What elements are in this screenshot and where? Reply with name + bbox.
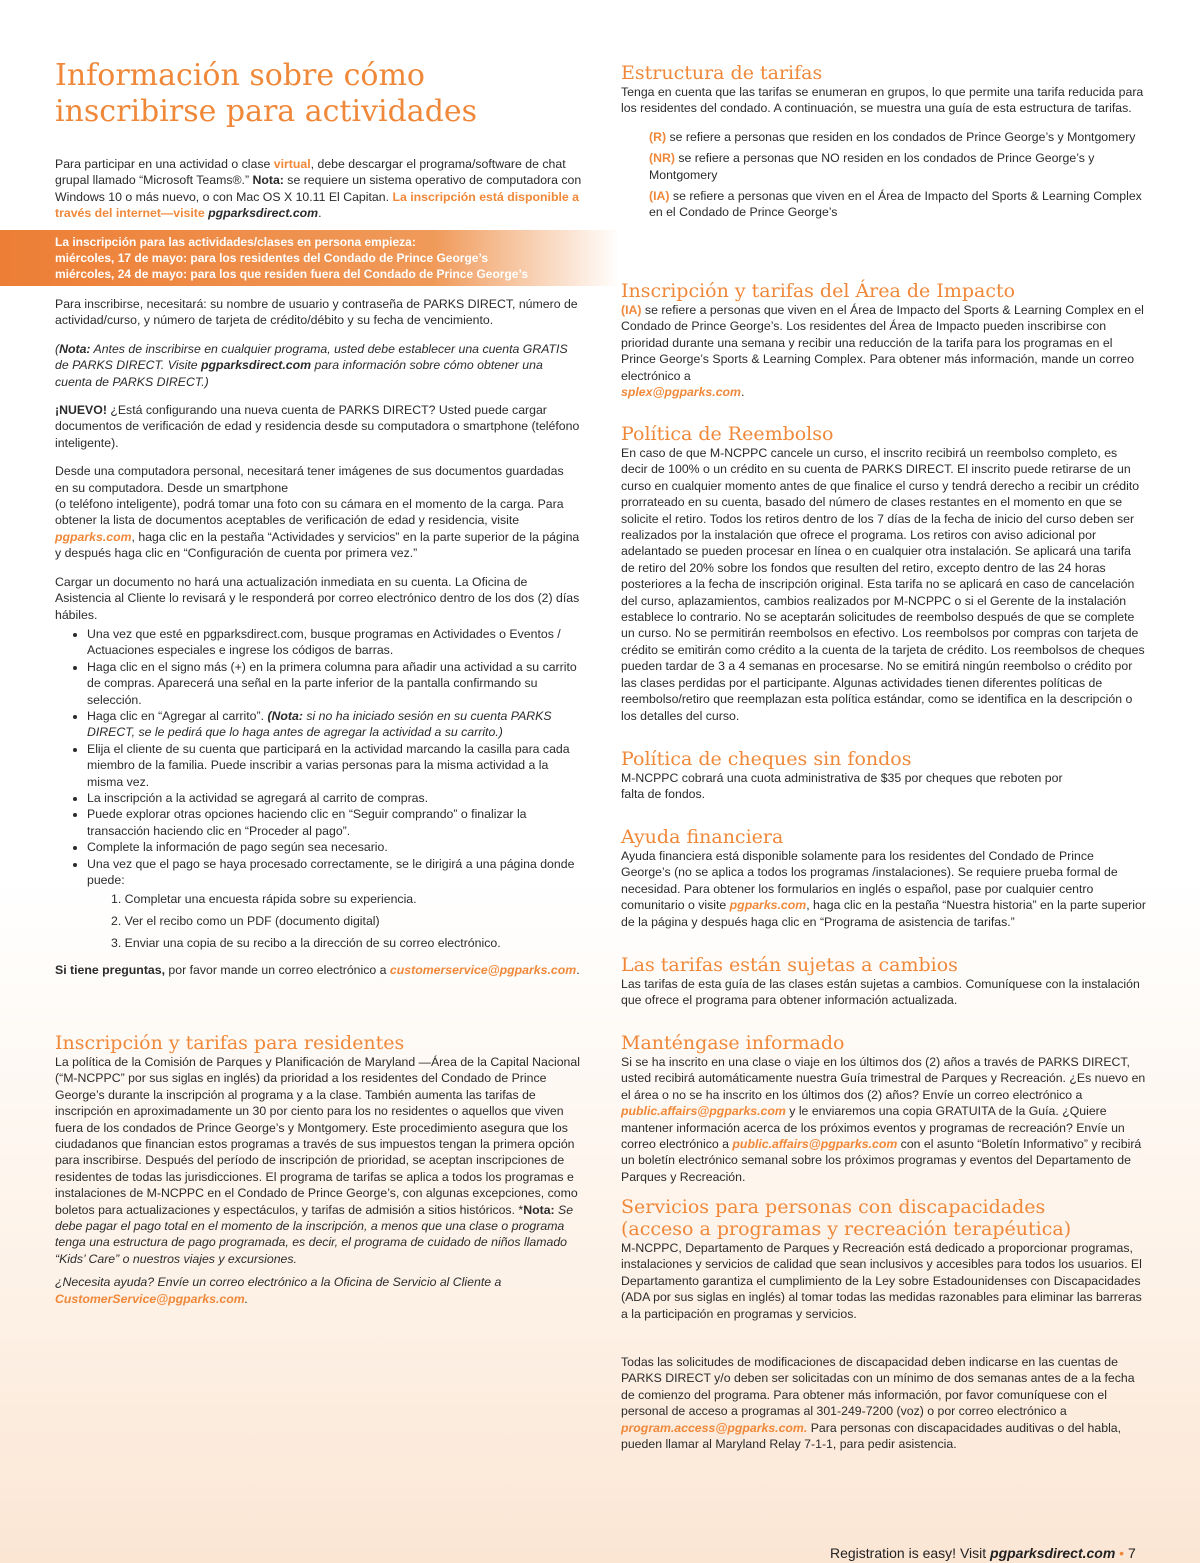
- changes-paragraph: Las tarifas de esta guía de las clases están sujetas a cambios. Comuníquese con la instalación que ofrece el programa para obtener información actualizada.: [621, 977, 1140, 1008]
- fees-heading: Estructura de tarifas: [621, 62, 823, 84]
- left-body: [55, 296, 580, 979]
- list-item: (R) se refiere a personas que residen en los condados de Prince George’s y Montgomery: [649, 129, 1136, 144]
- disabilities-requests-paragraph: Todas las solicitudes de modificaciones de discapacidad deben indicarse en las cuentas de PARKS DIRECT y/o deben ser solicitadas con un mínimo de dos semanas antes de a la fecha de comienzo del programa. Para obtener más información, por favor comuníquese con el personal de acceso a programas al 301-249-7200 (voz) o por correo electrónico a program.access@pgparks.com. Para personas con discapacidades auditivas o del habla, pueden llamar al Maryland Relay 7-1-1, para pedir asistencia.: [621, 1355, 1135, 1452]
- checks-paragraph: M-NCPPC cobrará una cuota administrativa de $35 por cheques que reboten por falta de fondos.: [621, 771, 1063, 802]
- disabilities-heading: Servicios para personas con discapacidades (acceso a programas y recreación terapéutica): [621, 1196, 1072, 1240]
- page-footer: Registration is easy! Visit pgparksdirect.com • 7: [830, 1545, 1136, 1561]
- checks-section: [621, 748, 1146, 803]
- customerservice-email-link[interactable]: customerservice@pgparks.com: [389, 963, 577, 978]
- list-item: 2. Ver el recibo como un PDF (documento digital): [111, 914, 380, 929]
- intro-paragraph: Para participar en una actividad o clase virtual, debe descargar el programa/software de chat grupal llamado “Microsoft Teams®.” Nota: se requiere un sistema operativo de computadora con Windows 10 o más nuevo, o con Mac OS X 10.11 El Capitan. La inscripción está disponible a través del internet—visite pgparksdirect.com.: [55, 157, 582, 221]
- refund-paragraph: En caso de que M-NCPPC cancele un curso, el inscrito recibirá un reembolso completo, es decir de 100% o un crédito en su cuenta de PARKS DIRECT. El inscrito puede retirarse de un curso en cualquier momento antes de que finalice el curso y tendrá derecho a recibir un crédito prorrateado en su cuenta, basado del número de clases restantes en el momento en que se solicite el retiro. Todos los retiros dentro de los 7 días de la fecha de inicio del curso deben ser realizados por la instalación que ofrece el programa. Los retiros con aviso adicional por adelantado se pueden procesar en línea o en cualquier otra instalación. Se aplicará una tarifa de retiro del 20% sobre los fondos que resulten del retiro, excepto dentro de las 24 horas posteriores a la fecha de inscripción original. Esta tarifa no se aplicará en caso de cancelación del curso, aplazamientos, cambios realizados por M-NCPPC o si el Gerente de la instalación establece lo contrario. No se aceptarán solicitudes de reembolso después de que se complete un curso. No se permitirán reembolsos en efectivo. Los reembolsos por compras con tarjeta de crédito se emitirán como crédito a la cuenta de la tarjeta de crédito. Los reembolsos de cheques pueden tardar de 3 a 4 semanas en procesarse. No se emitirá ningún reembolso o crédito por las clases perdidas por el participante. Algunas actividades tienen diferentes políticas de reembolso/retiro que reemplazan esta política estándar, como se identifica en la descripción o los detalles del curso.: [621, 446, 1145, 723]
- informed-paragraph: Si se ha inscrito en una clase o viaje en los últimos dos (2) años a través de PARKS DIRECT, usted recibirá automáticamente nuestra Guía trimestral de Parques y Recreación. ¿Es nuevo en el área o no se ha inscrito en los últimos dos (2) años? Envíe un correo electrónico a public.affairs@pgparks.com y le enviaremos una copia GRATUITA de la Guía. ¿Quiere mantener información acerca de los próximos eventos y programas de recreación? Envíe un correo electrónico a public.affairs@pgparks.com con el asunto “Boletín Informativo” y recibirá un boletín electrónico semanal sobre los próximos programas y eventos del Departamento de Parques y Recreación.: [621, 1055, 1146, 1184]
- pgparksdirect-link[interactable]: pgparksdirect.com: [990, 1545, 1116, 1561]
- list-item: (IA) se refiere a personas que viven en el Área de Impacto del Sports & Learning Complex en el Condado de Prince George’s: [649, 189, 1142, 220]
- upload-paragraph: Cargar un documento no hará una actualización inmediata en su cuenta. La Oficina de Asistencia al Cliente lo revisará y le responderá por correo electrónico dentro de los dos (2) días hábiles.: [55, 574, 580, 622]
- list-item: • Puede explorar otras opciones haciendo clic en “Seguir comprando” o finalizar la transacción haciendo clic en “Proceder al pago”.: [87, 806, 580, 839]
- pgparks-link[interactable]: pgparks.com: [729, 898, 807, 913]
- virtual-highlight: virtual: [273, 157, 311, 171]
- customerservice-email-link[interactable]: CustomerService@pgparks.com: [55, 1291, 245, 1306]
- list-item: • Una vez que esté en pgparksdirect.com, busque programas en Actividades o Eventos / Actuaciones especiales e ingrese los códigos de barras.: [87, 626, 580, 659]
- list-item: (NR) se refiere a personas que NO residen en los condados de Prince George’s y Montgomery: [649, 151, 1095, 182]
- checks-heading: Política de cheques sin fondos: [621, 748, 912, 770]
- refund-section: [621, 423, 1146, 724]
- fees-paragraph: Tenga en cuenta que las tarifas se enumeran en grupos, lo que permite una tarifa reducida para los residentes del condado. A continuación, se muestra una guía de esta estructura de tarifas.: [621, 85, 1144, 116]
- aid-heading: Ayuda financiera: [621, 826, 784, 848]
- list-item: 3. Enviar una copia de su recibo a la dirección de su correo electrónico.: [111, 936, 501, 951]
- help-paragraph: ¿Necesita ayuda? Envíe un correo electrónico a la Oficina de Servicio al Cliente a CustomerService@pgparks.com.: [55, 1275, 502, 1306]
- impact-section: [621, 280, 1146, 400]
- list-item: • Una vez que el pago se haya procesado correctamente, se le dirigirá a una página donde puede:: [87, 856, 580, 889]
- program-access-email-link[interactable]: program.access@pgparks.com.: [621, 1420, 808, 1435]
- registration-dates-banner: La inscripción para las actividades/clases en persona empieza: miércoles, 17 de mayo: para los residentes del Condado de Prince George’s miércoles, 24 de mayo: para los que residen fuera del Condado de Prince George’s: [0, 230, 620, 286]
- aid-section: [621, 826, 1146, 930]
- informed-heading: Manténgase informado: [621, 1032, 845, 1054]
- questions-paragraph: Si tiene preguntas, por favor mande un correo electrónico a customerservice@pgparks.com.: [55, 963, 580, 978]
- page-title: Información sobre cómo inscribirse para actividades: [55, 58, 478, 129]
- disabilities-section: [621, 1196, 1146, 1452]
- list-item: • Complete la información de pago según sea necesario.: [87, 839, 580, 855]
- impact-heading: Inscripción y tarifas del Área de Impacto: [621, 280, 1016, 302]
- aid-paragraph: Ayuda financiera está disponible solamente para los residentes del Condado de Prince George’s (no se aplica a todos los programas /instalaciones). Se requiere prueba formal de necesidad. Para obtener los formularios en inglés o español, pase por cualquier centro comunitario o visite pgparks.com, haga clic en la pestaña “Nuestra historia” en la parte superior de la página y después haga clic en “Programa de asistencia de tarifas.”: [621, 849, 1146, 929]
- list-item: • Elija el cliente de su cuenta que participará en la actividad marcando la casilla para cada miembro de la familia. Puede inscribir a varias personas para la misma actividad a la misma vez.: [87, 741, 580, 790]
- splex-email-link[interactable]: splex@pgparks.com: [621, 385, 741, 400]
- informed-section: [621, 1032, 1146, 1185]
- fees-section: [621, 62, 1146, 221]
- public-affairs-email-link[interactable]: public.affairs@pgparks.com: [732, 1137, 898, 1152]
- disabilities-paragraph: M-NCPPC, Departamento de Parques y Recreación está dedicado a proporcionar programas, instalaciones y servicios de calidad que sean inclusivos y accesibles para todos los usuarios. El Departamento garantiza el cumplimiento de la Ley sobre Estadounidenses con Discapacidades (ADA por sus siglas en inglés) al tomar todas las medidas razonables para eliminar las barreras a la participación en programas y servicios.: [621, 1241, 1142, 1321]
- needs-paragraph: Para inscribirse, necesitará: su nombre de usuario y contraseña de PARKS DIRECT, número de actividad/curso, y número de tarjeta de crédito/débito y su fecha de vencimiento.: [55, 297, 578, 328]
- numbered-steps: [55, 888, 580, 954]
- steps-list: [55, 626, 580, 889]
- changes-section: [621, 954, 1146, 1009]
- changes-heading: Las tarifas están sujetas a cambios: [621, 954, 958, 976]
- public-affairs-email-link[interactable]: public.affairs@pgparks.com: [621, 1104, 786, 1119]
- account-note: (Nota: Antes de inscribirse en cualquier programa, usted debe establecer una cuenta GRATIS de PARKS DIRECT. Visite pgparksdirect.com para información sobre cómo obtener una cuenta de PARKS DIRECT.): [55, 341, 568, 389]
- residents-section: [55, 1032, 580, 1307]
- page-number: 7: [1127, 1545, 1136, 1561]
- list-item: • La inscripción a la actividad se agregará al carrito de compras.: [87, 790, 580, 806]
- desktop-paragraph: Desde una computadora personal, necesitará tener imágenes de sus documentos guardadas en su computadora. Desde un smartphone (o teléfono inteligente), podrá tomar una foto con su cámara en el momento de la carga. Para obtener la lista de documentos aceptables de verificación de edad y residencia, visite pgparks.com, haga clic en la pestaña “Actividades y servicios” en la parte superior de la página y después haga clic en “Configuración de cuenta por primera vez.”: [55, 464, 580, 561]
- pgparksdirect-link[interactable]: pgparksdirect.com: [208, 206, 319, 221]
- residents-heading: Inscripción y tarifas para residentes: [55, 1032, 405, 1054]
- refund-heading: Política de Reembolso: [621, 423, 834, 445]
- nuevo-paragraph: ¡NUEVO! ¿Está configurando una nueva cuenta de PARKS DIRECT? Usted puede cargar documentos de verificación de edad y residencia desde su computadora o smartphone (teléfono inteligente).: [55, 403, 580, 450]
- list-item: • Haga clic en el signo más (+) en la primera columna para añadir una actividad a su carrito de compras. Aparecerá una señal en la parte inferior de la pantalla confirmando su selección.: [87, 659, 580, 708]
- impact-paragraph: (IA) se refiere a personas que viven en el Área de Impacto del Sports & Learning Complex en el Condado de Prince George’s. Los residentes del Área de Impacto pueden inscribirse con prioridad durante una semana y recibir una reducción de la tarifa para los programas en el Prince George’s Sports & Learning Complex. Para obtener más información, mande un correo electrónico a splex@pgparks.com.: [621, 303, 1144, 400]
- list-item: 1. Completar una encuesta rápida sobre su experiencia.: [111, 892, 417, 907]
- pgparks-link[interactable]: pgparks.com: [55, 529, 132, 544]
- pgparksdirect-link[interactable]: pgparksdirect.com: [201, 358, 312, 373]
- list-item: • Haga clic en “Agregar al carrito”. (Nota: si no ha iniciado sesión en su cuenta PARKS DIRECT, se le pedirá que lo haga antes de agregar la actividad a su carrito.): [87, 708, 580, 741]
- residents-paragraph: La política de la Comisión de Parques y Planificación de Maryland —Área de la Capital Nacional (“M-NCPPC” por sus siglas en inglés) da prioridad a los residentes del Condado de Prince George’s durante la inscripción al programa y a la clase. También aumenta las tarifas de inscripción en aproximadamente un 30 por ciento para los no residentes o aquellos que viven fuera de los condados de Prince George’s y Montgomery. Este procedimiento asegura que los ciudadanos que financian estos programas a través de sus impuestos tengan la primera opción para inscribirse. Después del período de inscripción de prioridad, se aceptan inscripciones de residentes de todas las jurisdicciones. El programa de tarifas se aplica a todos los programas e instalaciones de M-NCPPC en el Condado de Prince George’s, con algunas excepciones, como boletos para actualizaciones y espectáculos, y tarifas de admisión a sitios históricos. *Nota: Se debe pagar el pago total en el momento de la inscripción, a menos que una clase o programa tenga una estructura de pago programada, es decir, el programa de cuidado de niños llamado “Kids’ Care” o nuestros viajes y excursiones.: [55, 1055, 580, 1266]
